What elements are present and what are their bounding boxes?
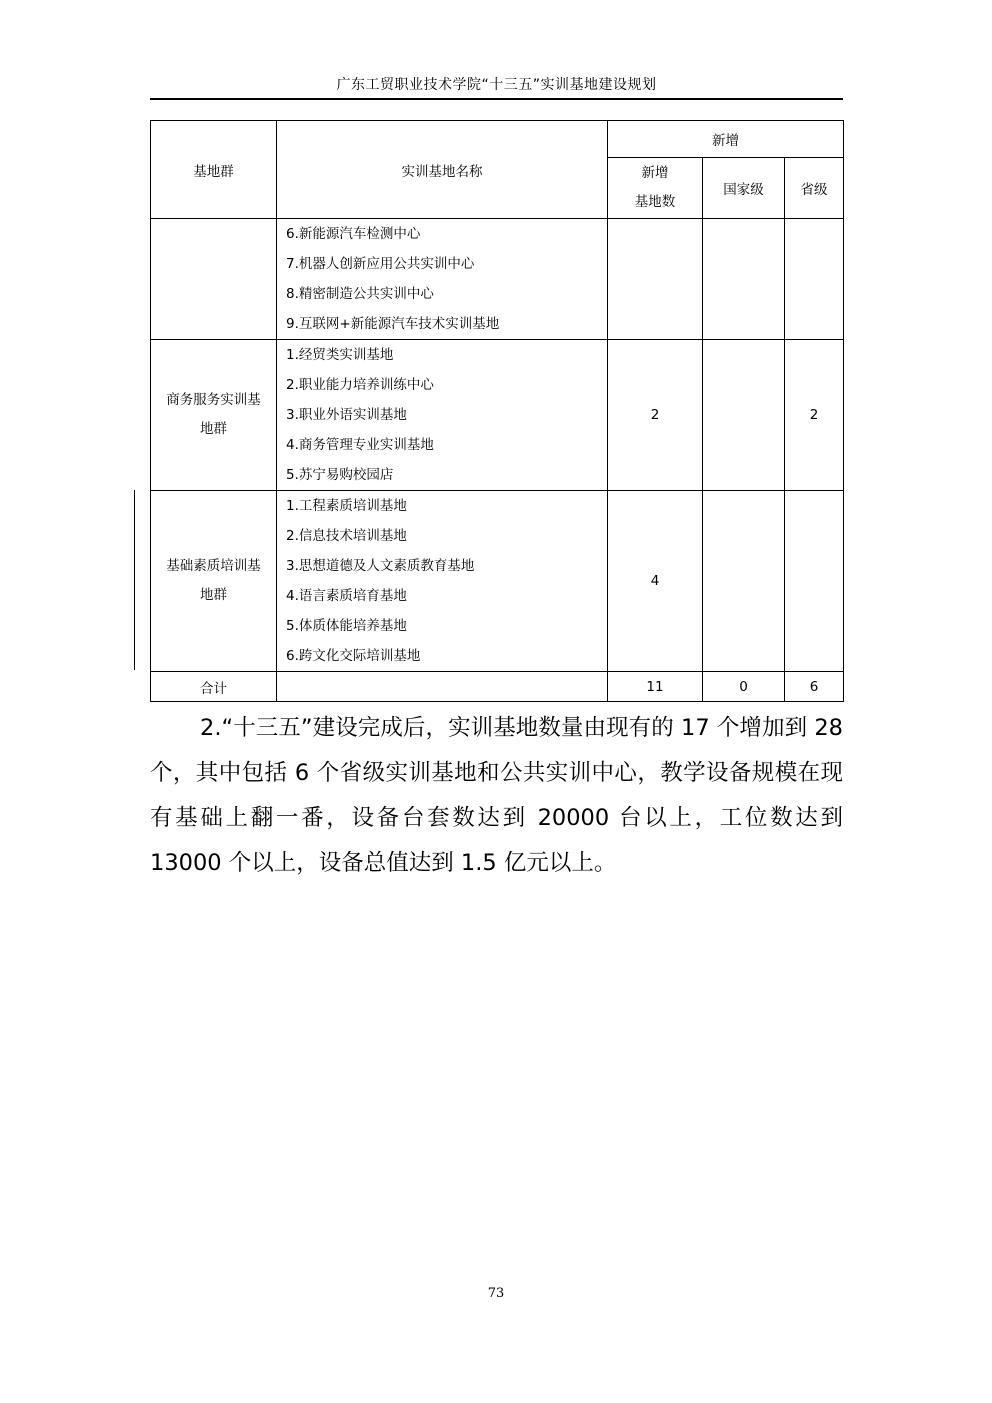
list-item: 6.跨文化交际培训基地: [286, 648, 421, 664]
table-row: [151, 219, 844, 340]
header-provincial: 省级: [785, 158, 844, 219]
national-cell: [703, 219, 785, 340]
header-name: 实训基地名称: [277, 121, 608, 219]
new-count-cell: 4: [608, 491, 703, 672]
group-line2: 地群: [200, 421, 227, 437]
list-item: 1.经贸类实训基地: [286, 347, 394, 363]
list-item: 3.职业外语实训基地: [286, 407, 407, 423]
total-label: 合计: [151, 672, 277, 702]
header-group: 基地群: [151, 121, 277, 219]
national-cell: [703, 491, 785, 672]
total-provincial: 6: [785, 672, 844, 702]
total-row: [151, 672, 844, 702]
new-count-cell: [608, 219, 703, 340]
group-line1: 基础素质培训基: [166, 558, 261, 574]
margin-bar: [134, 490, 135, 670]
names-cell: [277, 219, 608, 340]
national-cell: [703, 340, 785, 491]
total-name: [277, 672, 608, 702]
list-item: 5.体质体能培养基地: [286, 618, 407, 634]
header-national: 国家级: [703, 158, 785, 219]
table-row: [151, 340, 844, 491]
list-item: 8.精密制造公共实训中心: [286, 286, 434, 302]
page-header: 广东工贸职业技术学院“十三五”实训基地建设规划: [336, 77, 657, 93]
names-cell: [277, 340, 608, 491]
header-new-count-line1: 新增: [641, 165, 669, 181]
header-rule: [150, 98, 843, 100]
list-item: 3.思想道德及人文素质教育基地: [286, 558, 475, 574]
list-item: 4.语言素质培育基地: [286, 588, 407, 604]
header-new-count-line2: 基地数: [634, 194, 676, 210]
provincial-cell: [785, 219, 844, 340]
list-item: 2.职业能力培养训练中心: [286, 377, 434, 393]
provincial-cell: 2: [785, 340, 844, 491]
training-base-table: [150, 120, 844, 702]
total-national: 0: [703, 672, 785, 702]
group-line2: 地群: [200, 587, 227, 603]
group-line1: 商务服务实训基: [166, 392, 261, 408]
paragraph-text: 2.“十三五”建设完成后，实训基地数量由现有的 17 个增加到 28 个，其中包括 6 个省级实训基地和公共实训中心，教学设备规模在现有基础上翻一番，设备台套数达到 20000 台以上，工位数达到 13000 个以上，设备总值达到 1.5 亿元以上。: [150, 715, 843, 876]
group-cell: [151, 219, 277, 340]
names-cell: [277, 491, 608, 672]
group-cell: [151, 491, 277, 672]
group-cell: [151, 340, 277, 491]
provincial-cell: [785, 491, 844, 672]
list-item: 2.信息技术培训基地: [286, 528, 407, 544]
list-item: 1.工程素质培训基地: [286, 498, 407, 514]
total-new-count: 11: [608, 672, 703, 702]
header-new-added: 新增: [608, 121, 844, 158]
new-count-cell: 2: [608, 340, 703, 491]
body-paragraph: [150, 706, 843, 886]
list-item: 7.机器人创新应用公共实训中心: [286, 256, 475, 272]
list-item: 9.互联网+新能源汽车技术实训基地: [286, 316, 500, 332]
list-item: 6.新能源汽车检测中心: [286, 226, 421, 242]
list-item: 4.商务管理专业实训基地: [286, 437, 434, 453]
page-number: 73: [487, 1286, 505, 1301]
header-new-count: [608, 158, 703, 219]
table-row: [151, 491, 844, 672]
list-item: 5.苏宁易购校园店: [286, 467, 394, 483]
